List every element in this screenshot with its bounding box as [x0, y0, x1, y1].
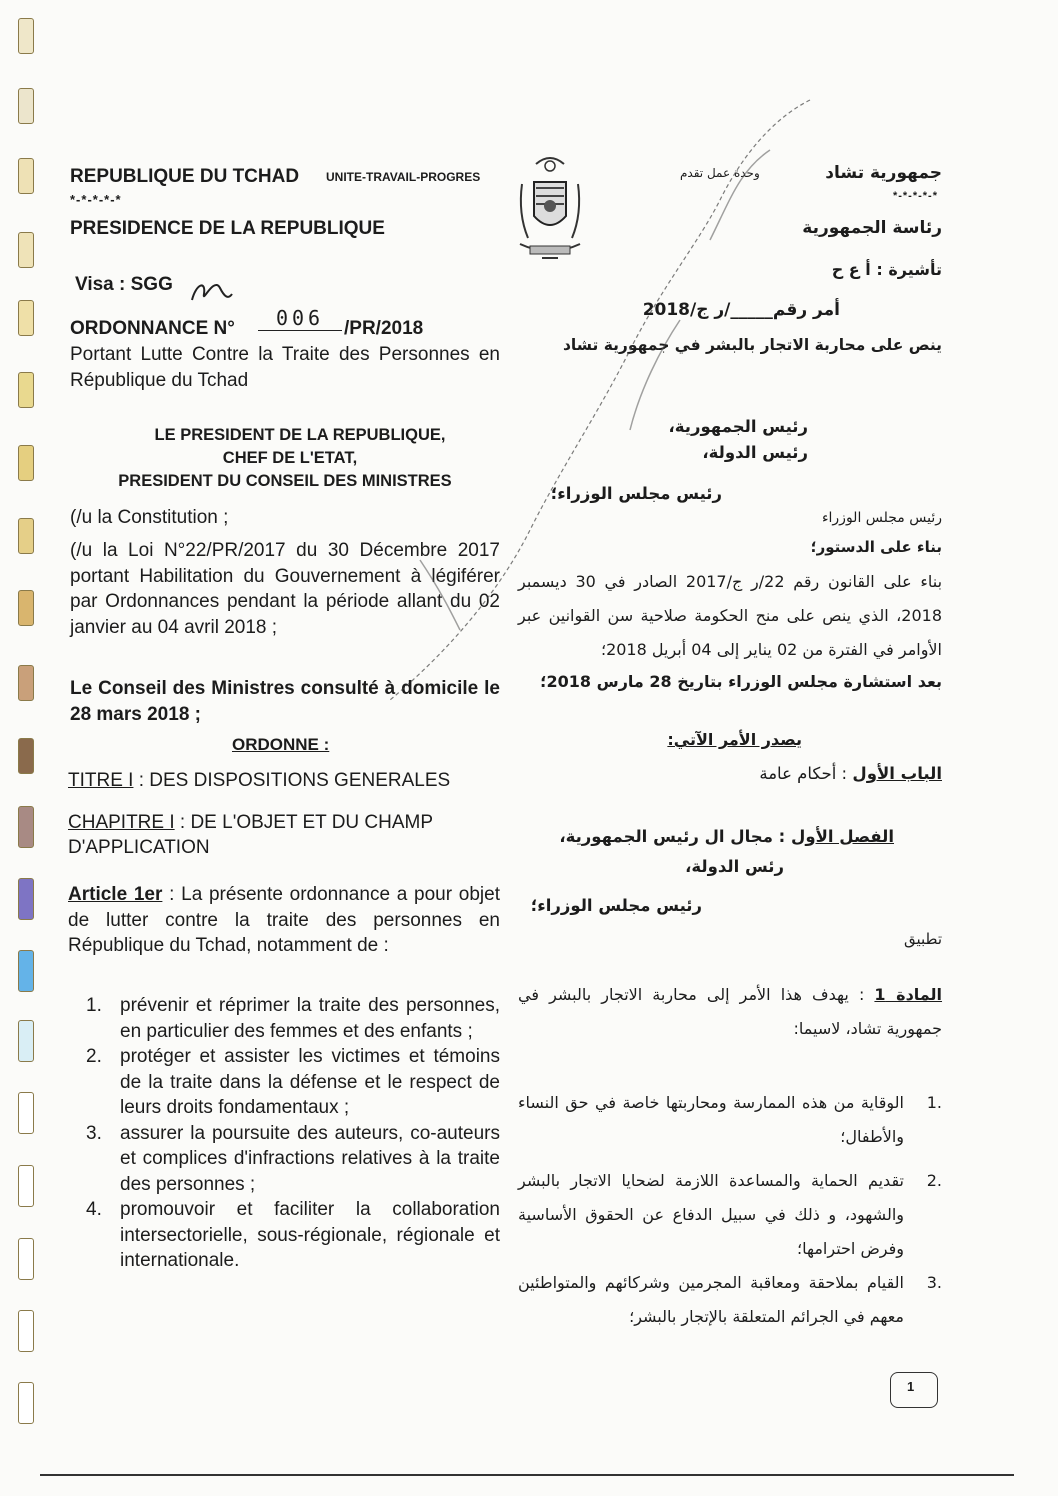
coat-of-arms-emblem: [514, 154, 586, 266]
ar-republic-heading: جمهورية تشاد: [825, 163, 942, 183]
chapitre-text: : DE L'OBJET ET DU CHAMP D'APPLICATION: [68, 812, 433, 858]
ar-chapitre-line-4: تطبيق: [903, 930, 942, 948]
ar-chapitre-heading: [559, 822, 894, 882]
ar-presidency-heading: رئاسة الجمهورية: [802, 218, 942, 238]
chapitre-heading: [68, 810, 468, 860]
ar-titre-heading: [759, 764, 942, 783]
motto: UNITE-TRAVAIL-PROGRES: [326, 170, 481, 184]
binding-hole: [18, 18, 34, 54]
binding-hole: [18, 665, 34, 701]
republic-heading: REPUBLIQUE DU TCHAD: [70, 166, 300, 187]
ar-article1-list: [518, 1086, 942, 1334]
ar-president-line-1: رئيس الجمهورية،: [668, 417, 808, 436]
binding-hole: [18, 445, 34, 481]
ordinance-subject: Portant Lutte Contre la Traite des Personnes en République du Tchad: [70, 344, 500, 391]
binding-hole: [18, 806, 34, 848]
ar-chapitre-line-2: رئس الدولة،: [685, 857, 784, 876]
list-item: 1. prévenir et réprimer la traite des personnes, en particulier des femmes et des enfants ;: [86, 995, 500, 1042]
binding-hole: [18, 1165, 34, 1207]
visa-line: Visa : SGG: [75, 274, 173, 295]
binding-hole: [18, 158, 34, 194]
ordonne-heading: ORDONNE :: [232, 735, 330, 754]
president-title: [70, 424, 500, 493]
binding-hole: [18, 1092, 34, 1134]
list-item: .2 تقديم الحماية والمساعدة اللازمة لضحايا الاتجار بالبشر والشهود، و ذلك في سبيل الدفاع عن الحقوق الأساسية وفرض احترامها؛: [518, 1171, 942, 1258]
ar-ordinance-subject: ينص على محاربة الاتجار بالبشر في جمهورية تشاد: [562, 336, 942, 354]
ar-preamble-conseil: بعد استشارة مجلس الوزراء بتاريخ 28 مارس 2018؛: [540, 672, 942, 691]
ar-president-title: [668, 414, 808, 466]
article1-intro: [68, 882, 500, 959]
ar-ordinance-number: أمر رقم_____/ر ج/2018: [642, 300, 840, 320]
ar-motto: وحدة عمل تقدم: [680, 166, 760, 180]
president-line-2: CHEF DE L'ETAT,: [222, 449, 358, 467]
list-item: 2. protéger et assister les victimes et témoins de la traite dans la défense et le respect de leurs droits fondamentaux ;: [86, 1046, 500, 1118]
ar-titre-text: : أحكام عامة: [759, 764, 853, 783]
binding-hole: [18, 88, 34, 124]
ar-preamble-loi: بناء على القانون رقم 22/ر ج/2017 الصادر في 30 ديسمبر 2018، الذي ينص على منح الحكومة صلاحية سن القوانين عبر الأوامر في الفترة من 02 يناير إلى 04 أبريل 2018؛: [518, 572, 943, 659]
ar-preamble-constitution: بناء على الدستور؛: [810, 538, 942, 556]
ar-chapitre-text: : مجال ال رئيس الجمهورية،: [559, 827, 792, 846]
ar-president-line-2: رئيس الدولة،: [702, 443, 808, 462]
binding-hole: [18, 372, 34, 408]
ar-chapitre-label: الفصل الأول: [791, 827, 894, 846]
binding-hole: [18, 232, 34, 268]
binding-hole: [18, 878, 34, 920]
ordinance-number: 006: [258, 306, 342, 331]
list-item: .1 الوقاية من هذه الممارسة ومحاربتها خاصة في حق النساء والأطفال؛: [518, 1093, 942, 1146]
ar-article1-text: : يهدف هذا الأمر إلى محاربة الاتجار بالبشر في جمهورية تشاد، لاسيما:: [518, 985, 942, 1038]
binding-hole: [18, 950, 34, 992]
list-item: 4. promouvoir et faciliter la collaboration intersectorielle, sous-régionale, régionale et internationale.: [86, 1199, 500, 1271]
ordinance-suffix: /PR/2018: [344, 318, 424, 339]
binding-hole: [18, 1020, 34, 1062]
binding-hole: [18, 1382, 34, 1424]
ar-titre-label: الباب الأول: [852, 764, 942, 783]
binding-hole: [18, 1238, 34, 1280]
titre-heading: [68, 770, 450, 792]
ordinance-label: ORDONNANCE N°: [70, 318, 235, 339]
article1-list: [70, 993, 500, 1274]
article1-label: Article 1er: [68, 884, 163, 905]
president-line-3: PRESIDENT DU CONSEIL DES MINISTRES: [118, 472, 452, 490]
presidency-heading: PRESIDENCE DE LA REPUBLIQUE: [70, 218, 385, 239]
titre-text: : DES DISPOSITIONS GENERALES: [133, 770, 451, 791]
binding-hole: [18, 1310, 34, 1352]
binding-hole: [18, 590, 34, 626]
preamble-loi: (/u la Loi N°22/PR/2017 du 30 Décembre 2017 portant Habilitation du Gouvernement à légiférer par Ordonnances pendant la période allant du 02 janvier au 04 avril 2018 ;: [70, 540, 500, 638]
preamble-conseil: Le Conseil des Ministres consulté à domicile le 28 mars 2018 ;: [70, 678, 500, 725]
article1-text: : La présente ordonnance a pour objet de lutter contre la traite des personnes en République du Tchad, notamment de :: [68, 884, 500, 956]
chapitre-label: CHAPITRE I: [68, 812, 175, 833]
ar-chapitre-line-3: رئيس مجلس الوزراء؛: [530, 896, 702, 915]
ar-article1-label: المادة 1: [874, 985, 943, 1004]
ar-president-repeat: رئيس مجلس الوزراء: [821, 510, 942, 526]
bottom-rule: [40, 1474, 1014, 1476]
stars-divider: *-*-*-*-*: [70, 192, 122, 207]
page-number: 1: [907, 1379, 915, 1394]
ar-stars-divider: *-*-*-*-*: [892, 190, 938, 202]
visa-signature: [186, 270, 236, 310]
titre-label: TITRE I: [68, 770, 134, 791]
ar-article1-intro: [518, 978, 942, 1046]
preamble-constitution: (/u la Constitution ;: [70, 507, 229, 528]
list-item: 3. assurer la poursuite des auteurs, co-auteurs et complices d'infractions relatives à la traite des personnes ;: [86, 1122, 500, 1195]
binding-hole: [18, 300, 34, 336]
binding-hole: [18, 738, 34, 774]
list-item: .3 القيام بملاحقة ومعاقبة المجرمين وشركائهم والمتواطئين معهم في الجرائم المتعلقة بالإتجار بالبشر؛: [518, 1273, 942, 1326]
ar-president-line-3: رئيس مجلس الوزراء؛: [550, 484, 722, 503]
ar-visa-line: تأشيرة : أ ع ح: [831, 260, 942, 279]
binding-hole: [18, 518, 34, 554]
ar-ordonne-heading: يصدر الأمر الآتي:: [667, 730, 802, 749]
president-line-1: LE PRESIDENT DE LA REPUBLIQUE,: [154, 426, 446, 444]
